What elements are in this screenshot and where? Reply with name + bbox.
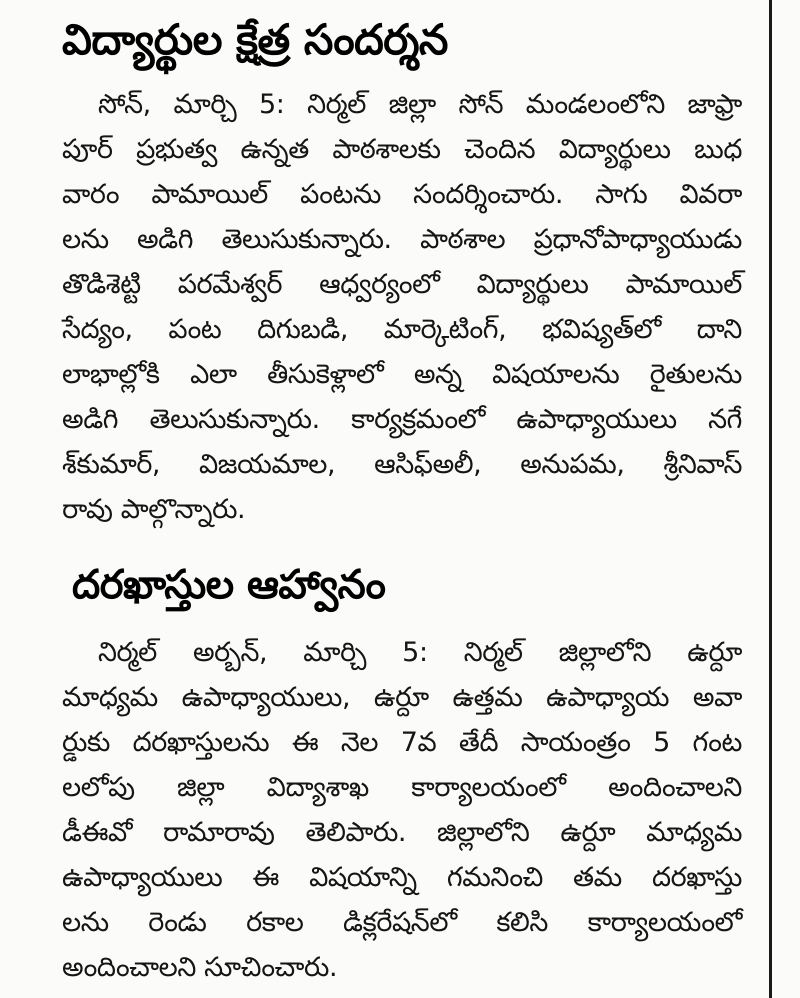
article-2-line: ఉపాధ్యాయులు ఈ విషయాన్ని గమనించి తమ దరఖాస్తు bbox=[62, 862, 742, 893]
article-1-headline: విద్యార్థుల క్షేత్ర సందర్శన bbox=[62, 15, 448, 64]
article-1-line: అడిగి తెలుసుకున్నారు. కార్యక్రమంలో ఉపాధ్యాయులు నగే bbox=[62, 404, 742, 435]
article-2-headline: దరఖాస్తుల ఆహ్వానం bbox=[72, 562, 386, 608]
article-1-line: శ్‌కుమార్, విజయమాల, ఆసిఫ్‌అలీ, అనుపమ, శ్రీనివాస్ bbox=[62, 449, 742, 480]
article-1-line: తొడిశెట్టి పరమేశ్వర్ ఆధ్వర్యంలో విద్యార్థులు పామాయిల్ bbox=[62, 269, 742, 300]
article-2-body bbox=[62, 630, 742, 990]
news-column bbox=[62, 8, 742, 990]
article-1-line: వారం పామాయిల్ పంటను సందర్శించారు. సాగు వివరా bbox=[62, 179, 742, 210]
article-1-line: పూర్ ప్రభుత్వ ఉన్నత పాఠశాలకు చెందిన విద్యార్థులు బుధ bbox=[62, 134, 742, 165]
article-1-line: లాభాల్లోకి ఎలా తీసుకెళ్లాలో అన్న విషయాలను రైతులను bbox=[62, 359, 742, 390]
article-2-line: డీఈవో రామారావు తెలిపారు. జిల్లాలోని ఉర్దూ మాధ్యమ bbox=[62, 817, 742, 848]
column-rule bbox=[769, 0, 772, 998]
article-1-line: సేద్యం, పంట దిగుబడి, మార్కెటింగ్, భవిష్యత్‌లో దాని bbox=[62, 314, 742, 345]
article-2-line: ర్డుకు దరఖాస్తులను ఈ నెల 7వ తేదీ సాయంత్రం 5 గంట bbox=[62, 727, 742, 758]
article-1-line: సోన్, మార్చి 5: నిర్మల్ జిల్లా సోన్ మండలంలోని జాఫ్రా bbox=[98, 89, 742, 120]
article-2-line: మాధ్యమ ఉపాధ్యాయులు, ఉర్దూ ఉత్తమ ఉపాధ్యాయ అవా bbox=[62, 682, 742, 713]
article-2-line: లను రెండు రకాల డిక్లరేషన్‌లో కలిసి కార్యాలయంలో bbox=[62, 907, 742, 938]
article-1-body bbox=[62, 82, 742, 532]
article-2-line: లలోపు జిల్లా విద్యాశాఖ కార్యాలయంలో అందించాలని bbox=[62, 772, 742, 803]
article-2-line: అందించాలని సూచించారు. bbox=[62, 952, 338, 983]
article-1-line: లను అడిగి తెలుసుకున్నారు. పాఠశాల ప్రధానోపాధ్యాయుడు bbox=[62, 224, 742, 255]
article-2-line: నిర్మల్ అర్బన్, మార్చి 5: నిర్మల్ జిల్లాలోని ఉర్దూ bbox=[98, 637, 742, 668]
article-1-line: రావు పాల్గొన్నారు. bbox=[62, 494, 246, 525]
